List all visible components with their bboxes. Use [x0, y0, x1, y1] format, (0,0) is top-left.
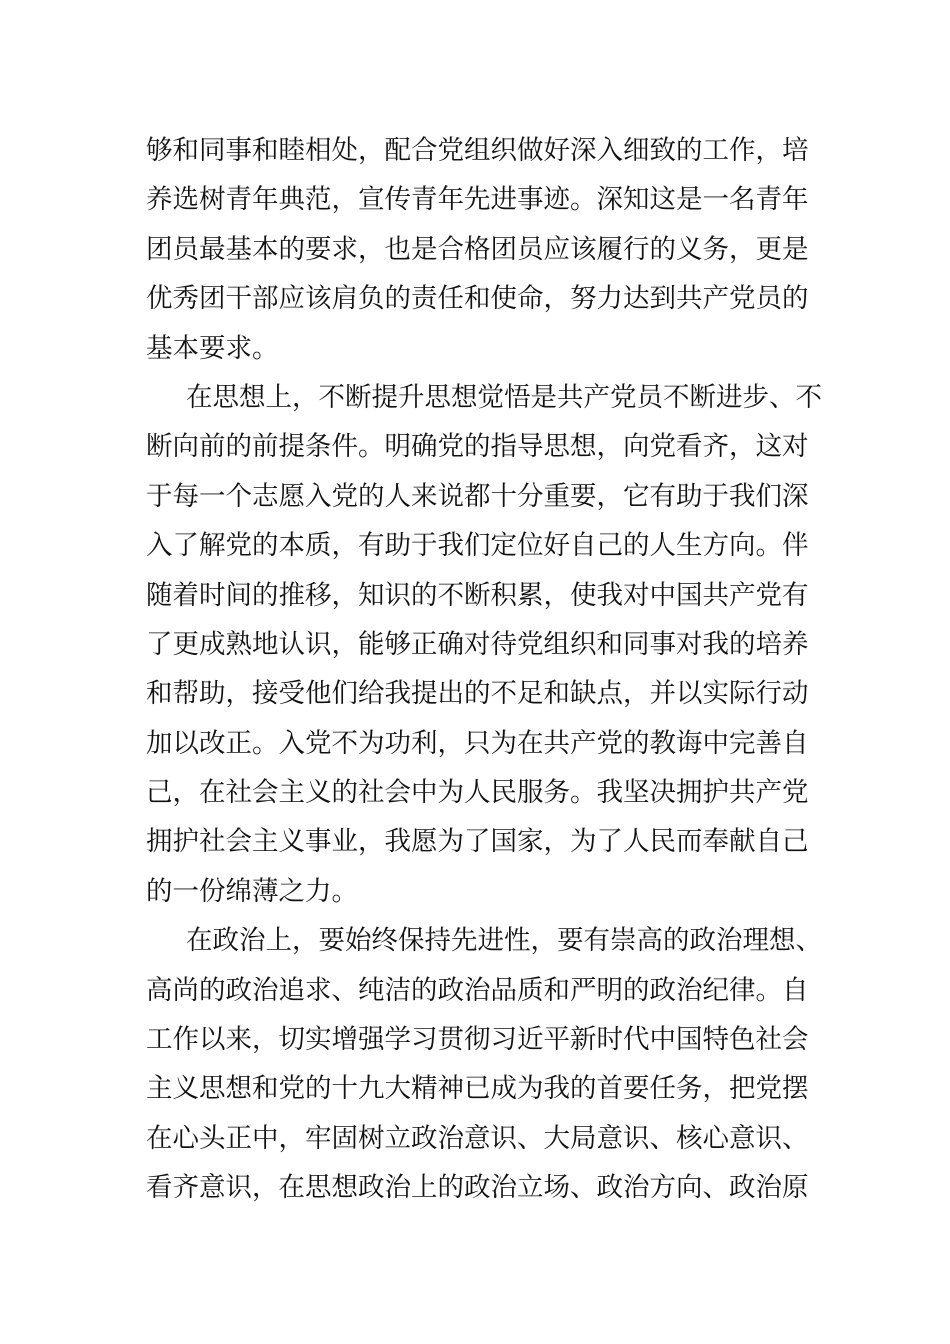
text-line: 于每一个志愿入党的人来说都十分重要，它有助于我们深 [146, 480, 809, 512]
text-line: 在政治上，要始终保持先进性，要有崇高的政治理想、 [186, 925, 822, 957]
text-line: 团员最基本的要求，也是合格团员应该履行的义务，更是 [146, 233, 809, 265]
text-line: 工作以来，切实增强学习贯彻习近平新时代中国特色社会 [146, 1024, 809, 1056]
paragraph-3 [146, 916, 822, 1212]
document-body [146, 126, 822, 1213]
text-line: 拥护社会主义事业，我愿为了国家，为了人民而奉献自己 [146, 826, 809, 858]
text-line: 入了解党的本质，有助于我们定位好自己的人生方向。伴 [146, 530, 809, 562]
text-line: 看齐意识，在思想政治上的政治立场、政治方向、政治原 [146, 1172, 809, 1204]
text-line: 的一份绵薄之力。 [146, 875, 358, 907]
text-line: 高尚的政治追求、纯洁的政治品质和严明的政治纪律。自 [146, 974, 809, 1006]
text-line: 基本要求。 [146, 332, 279, 364]
text-line: 和帮助，接受他们给我提出的不足和缺点，并以实际行动 [146, 678, 809, 710]
text-line: 断向前的前提条件。明确党的指导思想，向党看齐，这对 [146, 431, 809, 463]
text-line: 加以改正。入党不为功利，只为在共产党的教诲中完善自 [146, 727, 809, 759]
text-line: 随着时间的推移，知识的不断积累，使我对中国共产党有 [146, 579, 809, 611]
paragraph-2 [146, 373, 822, 916]
text-line: 主义思想和党的十九大精神已成为我的首要任务，把党摆 [146, 1073, 809, 1105]
text-line: 了更成熟地认识，能够正确对待党组织和同事对我的培养 [146, 628, 809, 660]
text-line: 在心头正中，牢固树立政治意识、大局意识、核心意识、 [146, 1122, 809, 1154]
paragraph-1 [146, 126, 809, 373]
text-line: 在思想上，不断提升思想觉悟是共产党员不断进步、不 [186, 381, 822, 413]
text-line: 己，在社会主义的社会中为人民服务。我坚决拥护共产党 [146, 777, 809, 809]
text-line: 够和同事和睦相处，配合党组织做好深入细致的工作，培 [146, 135, 809, 166]
text-line: 养选树青年典范，宣传青年先进事迹。深知这是一名青年 [146, 184, 809, 216]
text-line: 优秀团干部应该肩负的责任和使命，努力达到共产党员的 [146, 283, 809, 315]
